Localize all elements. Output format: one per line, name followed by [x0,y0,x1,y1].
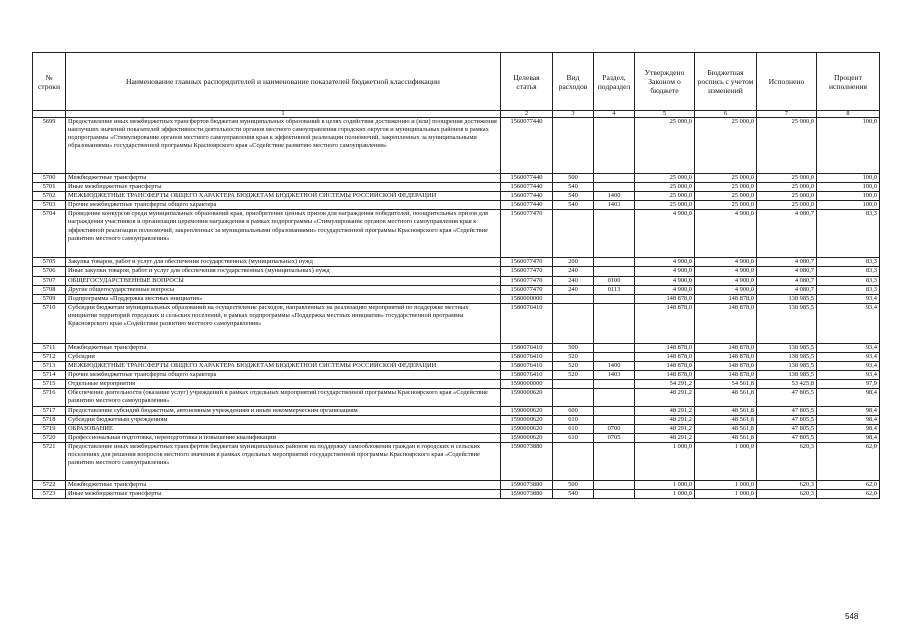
item-name-cell: Межбюджетные трансферты [66,174,501,183]
table-row [33,210,880,258]
item-name-cell: ОБРАЗОВАНИЕ [66,424,501,433]
plan-amount-cell: 148 878,0 [695,362,757,371]
plan-amount-cell: 4 900,0 [695,210,757,258]
table-row [33,415,880,424]
plan-amount-cell: 25 000,0 [695,201,757,210]
target-article-cell: 1590000620 [501,433,553,442]
table-row [33,294,880,303]
approved-amount-cell: 148 878,0 [635,294,695,303]
approved-amount-cell: 25 000,0 [635,192,695,201]
section-cell: 0700 [594,424,635,433]
table-row [33,389,880,406]
table-row [33,303,880,343]
item-name-cell: Предоставление иных межбюджетных трансфертов бюджетам муниципальных районов на поддержку самообложения граждан в городских и сельских поселениях для решения вопросов местного значения в рамках отдельных мероприятий государственной программы Красноярского края «Содействие развитию местного самоуправления» [66,442,501,480]
section-cell: 1400 [594,362,635,371]
row-number-cell: 5715 [33,380,66,389]
table-row [33,201,880,210]
percent-cell: 93,4 [817,352,880,361]
row-number-cell: 5708 [33,285,66,294]
executed-amount-cell: 47 805,5 [757,433,817,442]
approved-amount-cell: 48 291,2 [635,415,695,424]
item-name-cell: Проведение конкурсов среди муниципальных образований края, приобретение ценных призов для награждения победителей, поощрительных призов для награждения участников и организации церемонии награждения в рамках подпрограммы «Стимулирование органов местного самоуправления края к эффективной реализации полномочий, закрепленных за муниципальными образованиями» государственной программы Красноярского края «Содействие развитию местного самоуправления» [66,210,501,258]
section-cell [594,294,635,303]
approved-amount-cell: 48 291,2 [635,424,695,433]
target-article-cell: 1580076410 [501,352,553,361]
expense-type-cell: 240 [553,267,594,276]
budget-sheet [32,52,879,499]
percent-cell: 98,4 [817,406,880,415]
executed-amount-cell: 138 985,5 [757,371,817,380]
executed-amount-cell: 4 080,7 [757,285,817,294]
section-cell [594,406,635,415]
row-number-cell: 5717 [33,406,66,415]
section-cell [594,415,635,424]
expense-type-cell: 240 [553,285,594,294]
section-cell [594,480,635,489]
percent-cell: 98,4 [817,424,880,433]
plan-amount-cell: 4 900,0 [695,258,757,267]
plan-amount-cell: 25 000,0 [695,183,757,192]
plan-amount-cell: 48 561,8 [695,415,757,424]
approved-amount-cell: 54 291,2 [635,380,695,389]
plan-amount-cell: 48 561,8 [695,424,757,433]
percent-cell: 93,4 [817,362,880,371]
target-article-cell: 1590000000 [501,380,553,389]
table-row [33,174,880,183]
expense-type-cell: 610 [553,433,594,442]
table-row [33,362,880,371]
approved-amount-cell: 148 878,0 [635,371,695,380]
plan-amount-cell: 48 561,8 [695,433,757,442]
expense-type-cell: 540 [553,489,594,498]
executed-amount-cell: 47 805,5 [757,424,817,433]
header-target-article: Целевая статья [501,53,553,111]
approved-amount-cell: 25 000,0 [635,118,695,174]
budget-table [32,52,880,499]
item-name-cell: Иные межбюджетные трансферты [66,183,501,192]
percent-cell: 62,0 [817,480,880,489]
page-number: 548 [845,612,859,621]
target-article-cell: 1560077470 [501,285,553,294]
target-article-cell: 1590073880 [501,489,553,498]
approved-amount-cell: 48 291,2 [635,406,695,415]
target-article-cell: 1560077440 [501,118,553,174]
row-number-cell: 5711 [33,343,66,352]
target-article-cell: 1580000000 [501,294,553,303]
approved-amount-cell: 48 291,2 [635,389,695,406]
percent-cell: 83,3 [817,210,880,258]
item-name-cell: Межбюджетные трансферты [66,480,501,489]
row-number-cell: 5702 [33,192,66,201]
plan-amount-cell: 1 000,0 [695,480,757,489]
header-executed: Исполнено [757,53,817,111]
section-cell: 1403 [594,371,635,380]
plan-amount-cell: 25 000,0 [695,174,757,183]
item-name-cell: Иные межбюджетные трансферты [66,489,501,498]
section-cell [594,352,635,361]
target-article-cell: 1560077440 [501,174,553,183]
col-number: 7 [757,111,817,118]
item-name-cell: Межбюджетные трансферты [66,343,501,352]
item-name-cell: Закупка товаров, работ и услуг для обеспечения государственных (муниципальных) нужд [66,258,501,267]
plan-amount-cell: 48 561,8 [695,389,757,406]
section-cell [594,258,635,267]
item-name-cell: Подпрограмма «Поддержка местных инициатив» [66,294,501,303]
item-name-cell: Предоставление субсидий бюджетным, автономным учреждениям и иным некоммерческим организациям [66,406,501,415]
section-cell [594,380,635,389]
executed-amount-cell: 25 000,0 [757,118,817,174]
row-number-cell: 5712 [33,352,66,361]
approved-amount-cell: 148 878,0 [635,362,695,371]
section-cell: 1400 [594,192,635,201]
row-number-cell: 5706 [33,267,66,276]
item-name-cell: МЕЖБЮДЖЕТНЫЕ ТРАНСФЕРТЫ ОБЩЕГО ХАРАКТЕРА БЮДЖЕТАМ БЮДЖЕТНОЙ СИСТЕМЫ РОССИЙСКОЙ ФЕДЕРАЦИИ [66,192,501,201]
percent-cell: 100,0 [817,118,880,174]
target-article-cell: 1580076410 [501,303,553,343]
section-cell [594,389,635,406]
executed-amount-cell: 4 080,7 [757,210,817,258]
section-cell [594,267,635,276]
item-name-cell: Субсидии бюджетам муниципальных образований на осуществление расходов, направленных на реализацию мероприятий по поддержке местных инициатив территорий городских и сельских поселений, в рамках подпрограммы «Поддержка местных инициатив» государственной программы Красноярского края «Содействие развитию местного самоуправления» [66,303,501,343]
expense-type-cell: 610 [553,424,594,433]
item-name-cell: Субсидии [66,352,501,361]
target-article-cell: 1590000620 [501,406,553,415]
expense-type-cell [553,442,594,480]
row-number-cell: 5710 [33,303,66,343]
target-article-cell: 1560077470 [501,210,553,258]
percent-cell: 100,0 [817,183,880,192]
row-number-cell: 5700 [33,174,66,183]
row-number-cell: 5709 [33,294,66,303]
row-number-cell: 5722 [33,480,66,489]
plan-amount-cell: 148 878,0 [695,352,757,361]
section-cell [594,118,635,174]
row-number-cell: 5720 [33,433,66,442]
table-row [33,276,880,285]
expense-type-cell: 240 [553,276,594,285]
section-cell [594,183,635,192]
col-number: 2 [501,111,553,118]
plan-amount-cell: 148 878,0 [695,371,757,380]
percent-cell: 83,3 [817,267,880,276]
executed-amount-cell: 4 080,7 [757,267,817,276]
item-name-cell: Иные закупки товаров, работ и услуг для обеспечения государственных (муниципальных) нужд [66,267,501,276]
header-budget-plan: Бюджетная роспись с учетом изменений [695,53,757,111]
header-row-number: № строки [33,53,66,111]
expense-type-cell [553,118,594,174]
item-name-cell: Обеспечение деятельности (оказание услуг) учреждений в рамках отдельных мероприятий государственной программы Красноярского края «Содействие развитию местного самоуправления» [66,389,501,406]
target-article-cell: 1560077440 [501,201,553,210]
section-cell [594,174,635,183]
plan-amount-cell: 4 900,0 [695,276,757,285]
executed-amount-cell: 138 985,5 [757,352,817,361]
plan-amount-cell: 48 561,8 [695,406,757,415]
item-name-cell: Отдельные мероприятия [66,380,501,389]
table-row [33,258,880,267]
percent-cell: 98,4 [817,433,880,442]
header-expense-type: Вид расходов [553,53,594,111]
percent-cell: 93,4 [817,371,880,380]
approved-amount-cell: 4 900,0 [635,276,695,285]
approved-amount-cell: 4 900,0 [635,267,695,276]
item-name-cell: ОБЩЕГОСУДАРСТВЕННЫЕ ВОПРОСЫ [66,276,501,285]
approved-amount-cell: 1 000,0 [635,489,695,498]
executed-amount-cell: 47 805,5 [757,406,817,415]
target-article-cell: 1590000620 [501,424,553,433]
executed-amount-cell: 25 000,0 [757,183,817,192]
target-article-cell: 1590000620 [501,389,553,406]
percent-cell: 62,0 [817,442,880,480]
executed-amount-cell: 25 000,0 [757,201,817,210]
row-number-cell: 5716 [33,389,66,406]
table-row [33,480,880,489]
plan-amount-cell: 1 000,0 [695,442,757,480]
section-cell [594,442,635,480]
percent-cell: 98,4 [817,415,880,424]
target-article-cell: 1590000620 [501,415,553,424]
section-cell [594,343,635,352]
table-body [33,118,880,499]
percent-cell: 100,0 [817,174,880,183]
expense-type-cell: 500 [553,480,594,489]
target-article-cell: 1560077470 [501,267,553,276]
executed-amount-cell: 138 985,5 [757,303,817,343]
approved-amount-cell: 4 900,0 [635,285,695,294]
approved-amount-cell: 25 000,0 [635,174,695,183]
row-number-cell: 5713 [33,362,66,371]
percent-cell: 83,3 [817,276,880,285]
approved-amount-cell: 25 000,0 [635,201,695,210]
header-approved: Утверждено Законом о бюджете [635,53,695,111]
expense-type-cell: 520 [553,362,594,371]
approved-amount-cell: 48 291,2 [635,433,695,442]
item-name-cell: Прочие межбюджетные трансферты общего характера [66,201,501,210]
expense-type-cell [553,294,594,303]
row-number-cell: 5718 [33,415,66,424]
plan-amount-cell: 1 000,0 [695,489,757,498]
row-number-cell: 5704 [33,210,66,258]
approved-amount-cell: 148 878,0 [635,303,695,343]
target-article-cell: 1560077470 [501,258,553,267]
section-cell [594,210,635,258]
item-name-cell: Профессиональная подготовка, переподготовка и повышение квалификации [66,433,501,442]
target-article-cell: 1580076410 [501,343,553,352]
executed-amount-cell: 47 805,5 [757,415,817,424]
percent-cell: 97,9 [817,380,880,389]
executed-amount-cell: 138 985,5 [757,343,817,352]
executed-amount-cell: 47 805,5 [757,389,817,406]
approved-amount-cell: 25 000,0 [635,183,695,192]
expense-type-cell [553,389,594,406]
approved-amount-cell: 1 000,0 [635,442,695,480]
table-row [33,489,880,498]
plan-amount-cell: 4 900,0 [695,267,757,276]
target-article-cell: 1590073880 [501,480,553,489]
section-cell [594,303,635,343]
percent-cell: 83,3 [817,258,880,267]
expense-type-cell: 500 [553,174,594,183]
section-cell [594,489,635,498]
executed-amount-cell: 25 000,0 [757,174,817,183]
header-name: Наименование главных распорядителей и наименование показателей бюджетной классификации [66,53,501,111]
row-number-cell: 5707 [33,276,66,285]
table-row [33,433,880,442]
plan-amount-cell: 148 878,0 [695,343,757,352]
percent-cell: 100,0 [817,201,880,210]
percent-cell: 100,0 [817,192,880,201]
item-name-cell: Субсидии бюджетным учреждениям [66,415,501,424]
expense-type-cell [553,380,594,389]
executed-amount-cell: 25 000,0 [757,192,817,201]
item-name-cell: Прочие межбюджетные трансферты общего характера [66,371,501,380]
section-cell: 1403 [594,201,635,210]
section-cell: 0100 [594,276,635,285]
row-number-cell: 5723 [33,489,66,498]
table-row [33,371,880,380]
plan-amount-cell: 4 900,0 [695,285,757,294]
target-article-cell: 1560077440 [501,183,553,192]
expense-type-cell: 600 [553,406,594,415]
percent-cell: 93,4 [817,303,880,343]
target-article-cell: 1590073880 [501,442,553,480]
item-name-cell: Предоставление иных межбюджетных трансфертов бюджетам муниципальных образований в целях содействия достижению и (или) поощрения достижения наилучших значений показателей эффективности деятельности органов местного самоуправления городских округов и муниципальных районов в рамках подпрограммы «Стимулирование органов местного самоуправления края к эффективной реализации полномочий, закрепленных за муниципальными образованиями» государственной программы Красноярского края «Содействие развитию местного самоуправления» [66,118,501,174]
col-number: 1 [66,111,501,118]
expense-type-cell: 500 [553,343,594,352]
table-row [33,352,880,361]
executed-amount-cell: 4 080,7 [757,258,817,267]
row-number-cell: 5721 [33,442,66,480]
executed-amount-cell: 620,3 [757,489,817,498]
table-row [33,118,880,174]
header-percent: Процент исполнения [817,53,880,111]
expense-type-cell [553,210,594,258]
col-number: 3 [553,111,594,118]
table-row [33,380,880,389]
table-row [33,343,880,352]
table-row [33,192,880,201]
header-section: Раздел, подраздел [594,53,635,111]
expense-type-cell: 610 [553,415,594,424]
section-cell: 0113 [594,285,635,294]
expense-type-cell: 200 [553,258,594,267]
percent-cell: 93,4 [817,294,880,303]
item-name-cell: Другие общегосударственные вопросы [66,285,501,294]
expense-type-cell: 520 [553,371,594,380]
row-number-cell: 5705 [33,258,66,267]
percent-cell: 93,4 [817,343,880,352]
col-number: 8 [817,111,880,118]
executed-amount-cell: 53 425,8 [757,380,817,389]
executed-amount-cell: 4 080,7 [757,276,817,285]
col-number: 6 [695,111,757,118]
percent-cell: 62,0 [817,489,880,498]
executed-amount-cell: 138 985,5 [757,294,817,303]
approved-amount-cell: 148 878,0 [635,352,695,361]
item-name-cell: МЕЖБЮДЖЕТНЫЕ ТРАНСФЕРТЫ ОБЩЕГО ХАРАКТЕРА БЮДЖЕТАМ БЮДЖЕТНОЙ СИСТЕМЫ РОССИЙСКОЙ ФЕДЕРАЦИИ [66,362,501,371]
target-article-cell: 1580076410 [501,362,553,371]
row-number-cell: 5701 [33,183,66,192]
column-number-row [33,111,880,118]
table-row [33,442,880,480]
approved-amount-cell: 148 878,0 [635,343,695,352]
plan-amount-cell: 25 000,0 [695,118,757,174]
row-number-cell: 5699 [33,118,66,174]
col-number: 4 [594,111,635,118]
plan-amount-cell: 25 000,0 [695,192,757,201]
col-number [33,111,66,118]
expense-type-cell: 540 [553,192,594,201]
table-row [33,406,880,415]
plan-amount-cell: 54 561,8 [695,380,757,389]
approved-amount-cell: 1 000,0 [635,480,695,489]
expense-type-cell: 540 [553,201,594,210]
section-cell: 0705 [594,433,635,442]
plan-amount-cell: 148 878,0 [695,303,757,343]
row-number-cell: 5719 [33,424,66,433]
expense-type-cell: 520 [553,352,594,361]
executed-amount-cell: 620,3 [757,480,817,489]
executed-amount-cell: 620,3 [757,442,817,480]
table-row [33,183,880,192]
table-row [33,424,880,433]
target-article-cell: 1560077440 [501,192,553,201]
executed-amount-cell: 138 985,5 [757,362,817,371]
header-row [33,53,880,111]
percent-cell: 98,4 [817,389,880,406]
expense-type-cell: 540 [553,183,594,192]
table-row [33,267,880,276]
row-number-cell: 5714 [33,371,66,380]
plan-amount-cell: 148 878,0 [695,294,757,303]
row-number-cell: 5703 [33,201,66,210]
target-article-cell: 1560077470 [501,276,553,285]
target-article-cell: 1580076410 [501,371,553,380]
col-number: 5 [635,111,695,118]
table-row [33,285,880,294]
approved-amount-cell: 4 900,0 [635,210,695,258]
expense-type-cell [553,303,594,343]
approved-amount-cell: 4 900,0 [635,258,695,267]
percent-cell: 83,3 [817,285,880,294]
